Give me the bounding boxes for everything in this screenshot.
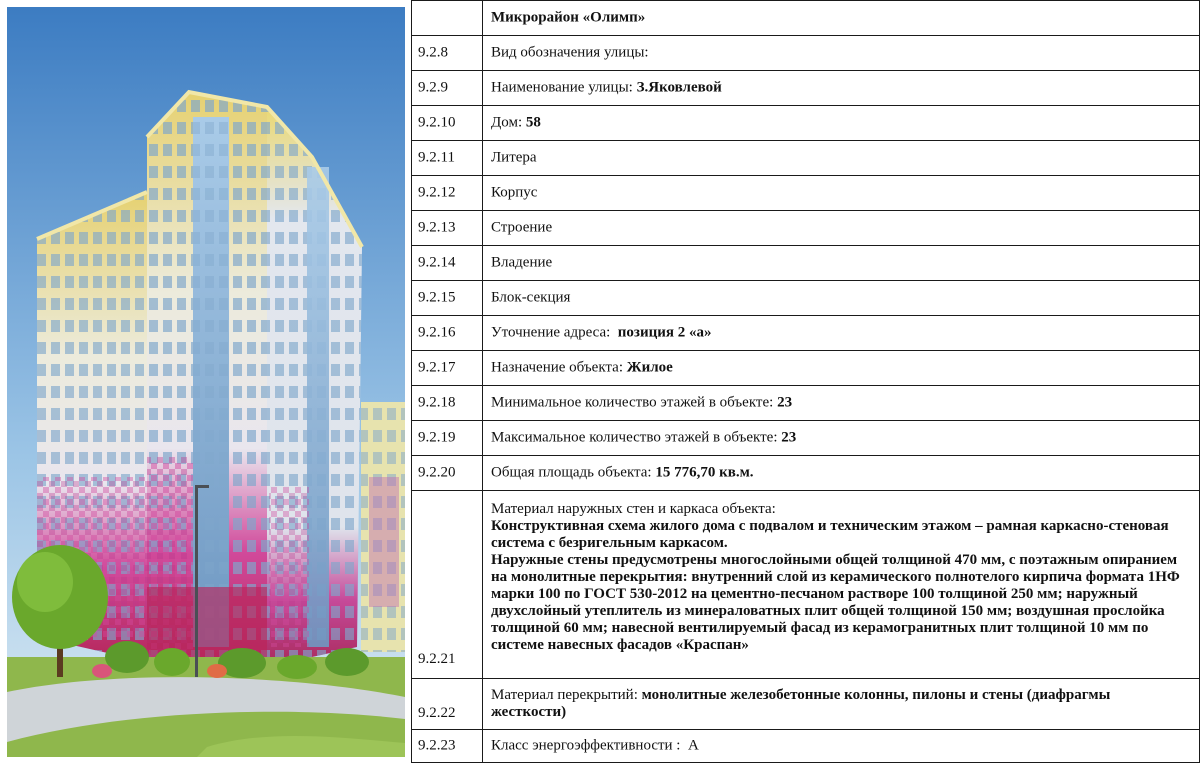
row-text: Общая площадь объекта: 15 776,70 кв.м. [491, 464, 754, 481]
row-text: Блок-секция [491, 289, 571, 306]
table-row-walls [411, 490, 1200, 678]
row-number: 9.2.9 [418, 79, 448, 96]
table-row [411, 350, 1200, 385]
building-photo [7, 7, 405, 757]
row-text: Владение [491, 254, 553, 271]
row-text: Наименование улицы: З.Яковлевой [491, 79, 722, 96]
building-central-tower [147, 92, 267, 667]
table-header-row [411, 0, 1200, 35]
row-number: 9.2.10 [418, 114, 456, 131]
table-row [411, 210, 1200, 245]
row-number: 9.2.15 [418, 289, 456, 306]
table-row [411, 280, 1200, 315]
table-row [411, 729, 1200, 763]
row-number: 9.2.22 [418, 705, 456, 721]
row-number: 9.2.20 [418, 464, 456, 481]
walls-description [491, 501, 1189, 654]
row-number: 9.2.21 [418, 651, 456, 667]
table-row [411, 140, 1200, 175]
row-number: 9.2.16 [418, 324, 456, 341]
table-row [411, 105, 1200, 140]
table-row [411, 385, 1200, 420]
row-number: 9.2.19 [418, 429, 456, 446]
row-number: 9.2.14 [418, 254, 456, 271]
table-row-floors [411, 678, 1200, 729]
row-text: Литера [491, 149, 537, 166]
table-row [411, 35, 1200, 70]
table-row [411, 175, 1200, 210]
row-number: 9.2.13 [418, 219, 456, 236]
row-number: 9.2.23 [418, 737, 456, 754]
table-row [411, 420, 1200, 455]
row-text: Строение [491, 219, 553, 236]
floors-description: Материал перекрытий: монолитные железобетонные колонны, пилоны и стены (диафрагмы жесткости) [491, 687, 1111, 720]
walls-layers: Наружные стены предусмотрены многослойными общей толщиной 470 мм, с поэтажным опиранием на монолитные перекрытия: внутренний слой из керамического полнотелого кирпича формата 1НФ марки 100 по ГОСТ 530-2012 на цементно-песчаном растворе 100 толщиной 250 мм; наружный двухслойный утеплитель из минераловатных плит общей толщиной 150 мм; воздушная прослойка толщиной 60 мм; навесной вентилируемый фасад из керамогранитных плит толщиной 10 мм по системе навесных фасадов «Краспан» [491, 552, 1180, 653]
row-text: Корпус [491, 184, 538, 201]
row-text: Уточнение адреса: позиция 2 «а» [491, 324, 712, 341]
table-row [411, 245, 1200, 280]
row-text: Назначение объекта: Жилое [491, 359, 673, 376]
spec-table [411, 0, 1200, 764]
row-number: 9.2.17 [418, 359, 456, 376]
table-row [411, 315, 1200, 350]
background-building [361, 402, 405, 652]
building-illustration [7, 7, 405, 757]
table-row [411, 455, 1200, 490]
walls-structure: Конструктивная схема жилого дома с подвалом и техническим этажом – рамная каркасно-стеновая система с безригельным каркасом. [491, 518, 1169, 551]
row-number: 9.2.8 [418, 44, 448, 61]
row-text: Минимальное количество этажей в объекте: 23 [491, 394, 793, 411]
table-row [411, 70, 1200, 105]
row-text: Дом: 58 [491, 114, 541, 131]
row-text: Вид обозначения улицы: [491, 44, 649, 61]
table-header-title: Микрорайон «Олимп» [491, 9, 646, 26]
row-number: 9.2.11 [418, 149, 455, 166]
row-text: Максимальное количество этажей в объекте: 23 [491, 429, 797, 446]
walls-label: Материал наружных стен и каркаса объекта: [491, 501, 776, 517]
row-number: 9.2.18 [418, 394, 456, 411]
row-number: 9.2.12 [418, 184, 456, 201]
energy-class: Класс энергоэффективности : А [491, 737, 699, 754]
